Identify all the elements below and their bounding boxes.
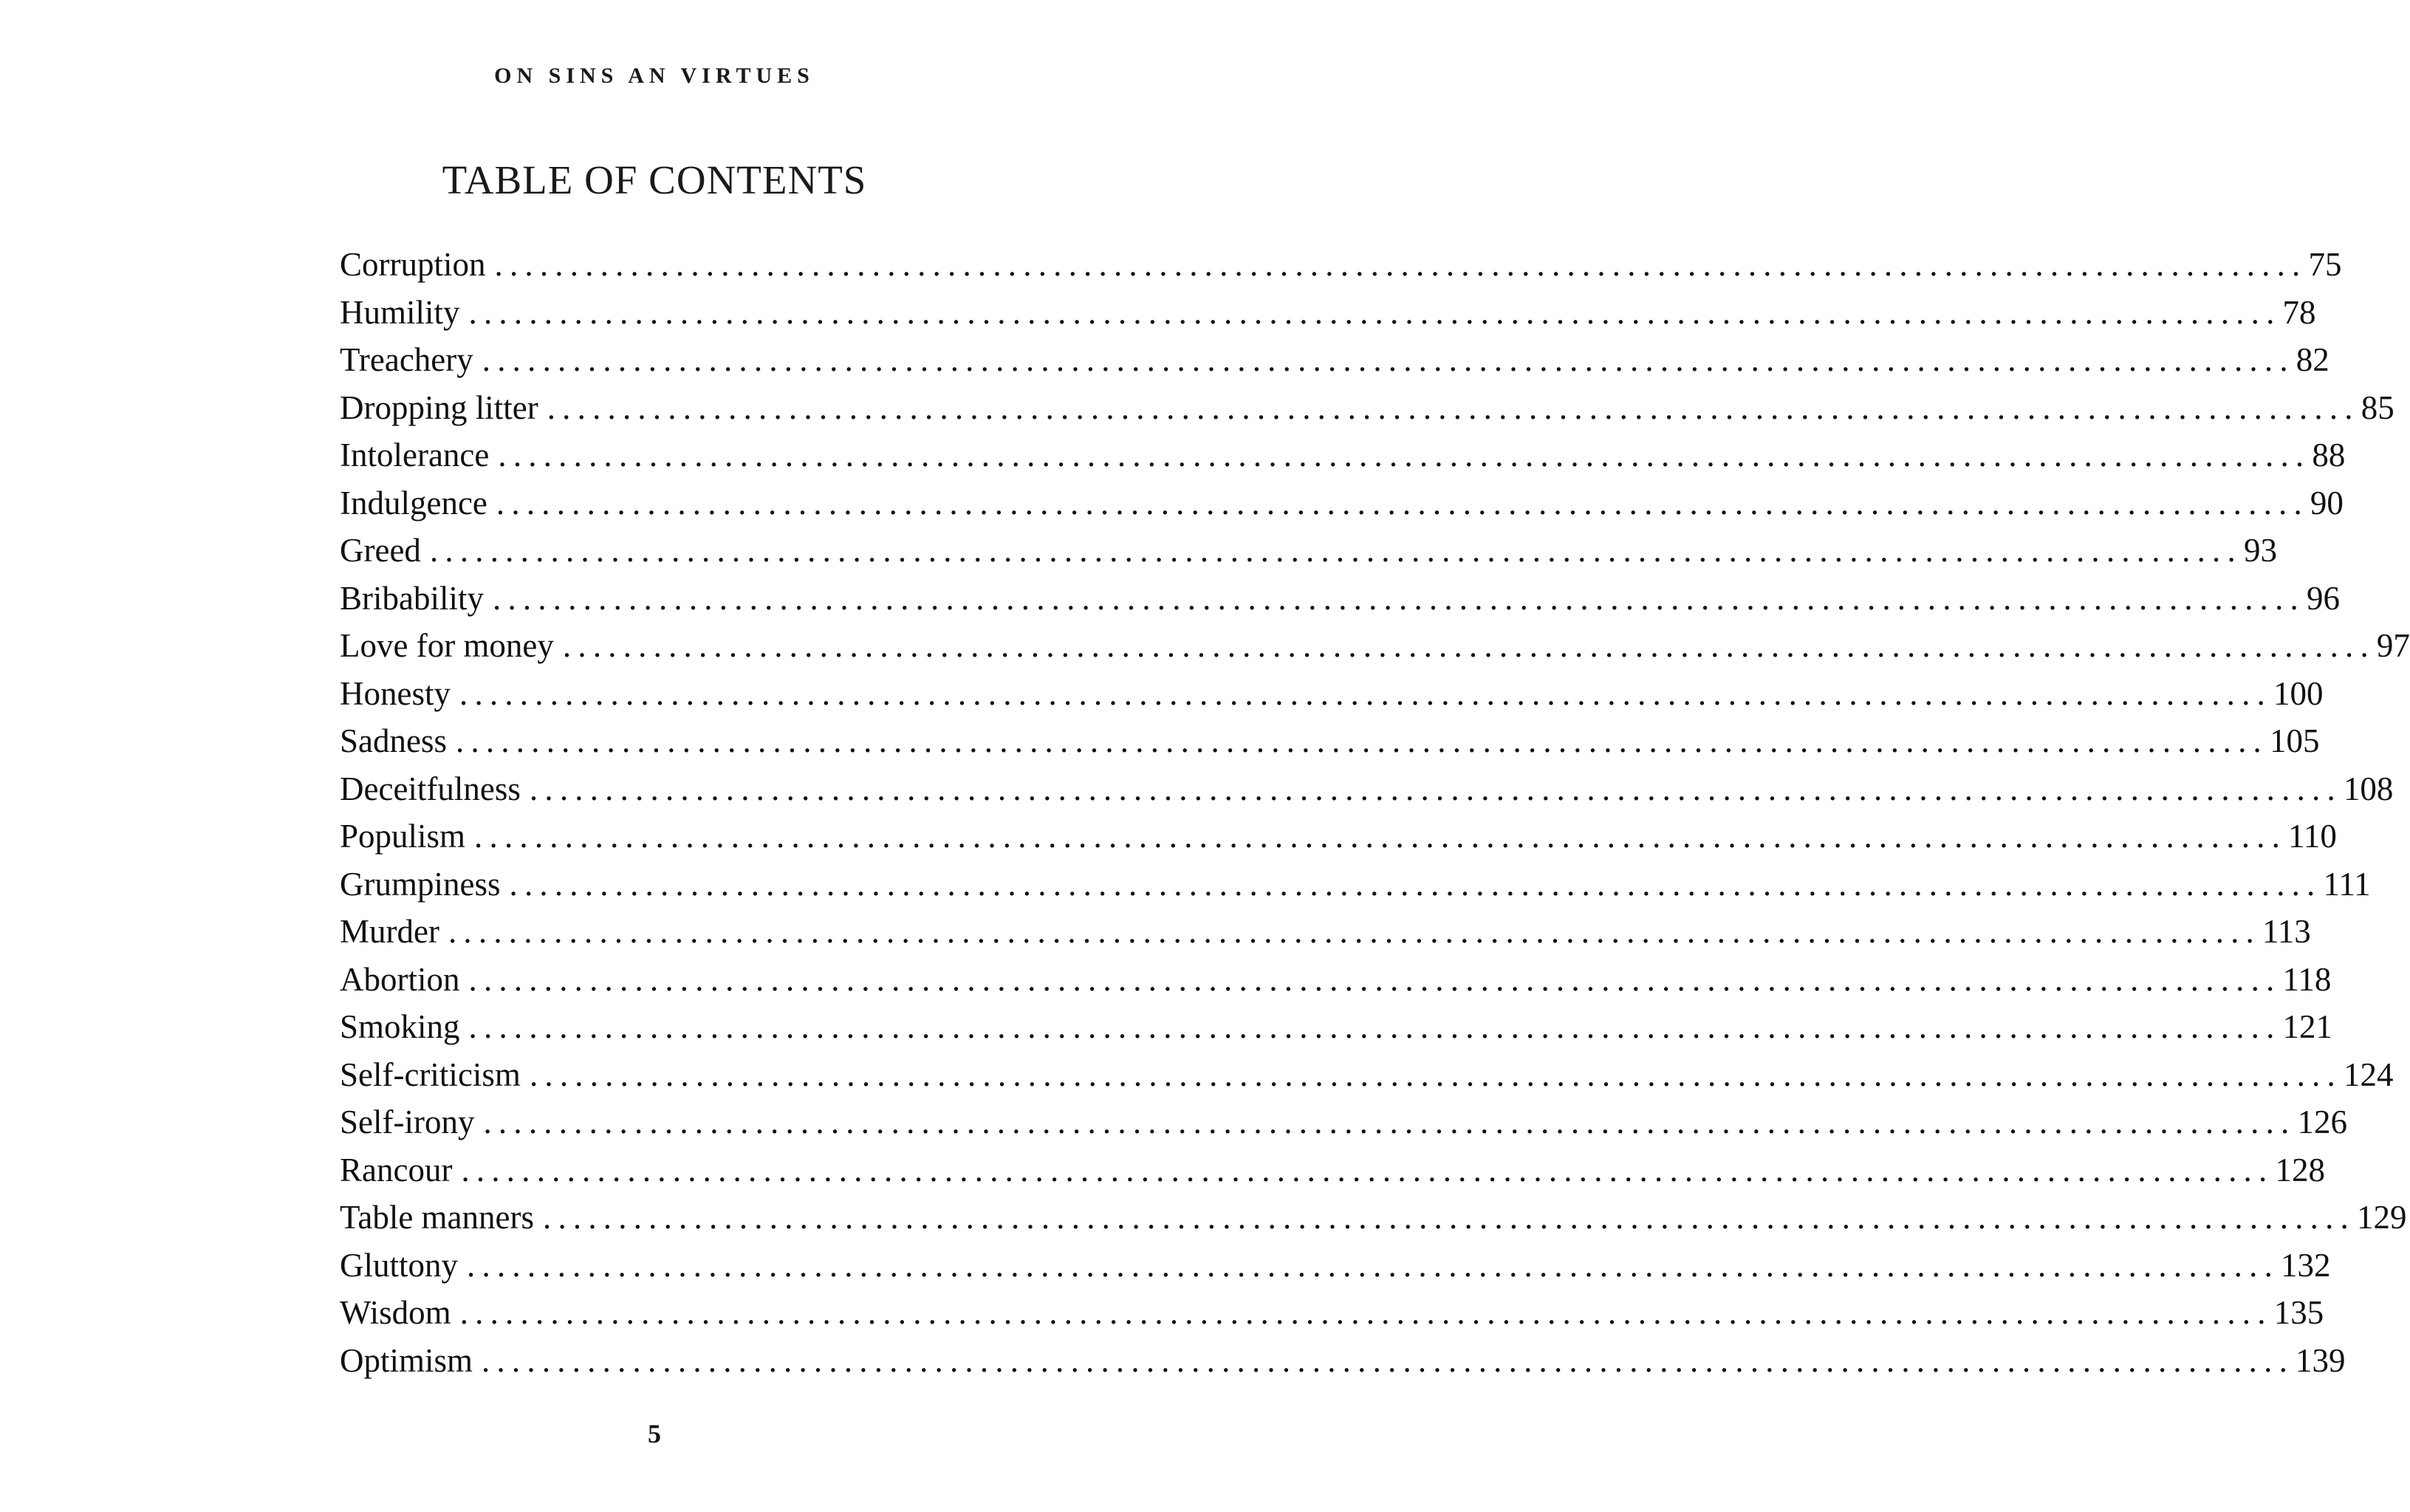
dot-leader: ........................................................................................................................ [459, 1294, 2273, 1331]
dot-leader: ........................................................................................................................ [529, 1056, 2342, 1093]
dot-leader: ........................................................................................................................ [468, 960, 2281, 998]
toc-entry[interactable] [340, 384, 2394, 432]
toc-entry-page: 118 [2282, 960, 2332, 998]
toc-entry-title: Murder [340, 913, 439, 950]
toc-entry-page: 85 [2361, 389, 2394, 426]
toc-entry-title: Treachery [340, 341, 473, 378]
toc-entry-title: Self-criticism [340, 1056, 521, 1093]
toc-entry-title: Abortion [340, 960, 460, 998]
toc-entry-page: 132 [2281, 1246, 2331, 1284]
toc-entry-page: 113 [2262, 913, 2311, 950]
toc-entry[interactable] [340, 717, 2320, 765]
dot-leader: ........................................................................................................................ [493, 579, 2305, 617]
toc-entry[interactable] [340, 1146, 2325, 1194]
toc-entry-page: 139 [2296, 1341, 2346, 1379]
toc-entry-title: Optimism [340, 1341, 473, 1379]
toc-entry-title: Love for money [340, 627, 554, 664]
dot-leader: ........................................................................................................................ [498, 437, 2311, 473]
toc-entry-title: Wisdom [340, 1294, 451, 1331]
dot-leader: ........................................................................................................................ [509, 865, 2322, 903]
toc-entry-page: 105 [2270, 722, 2320, 759]
dot-leader: ........................................................................................................................ [547, 389, 2360, 426]
page-title: TABLE OF CONTENTS [442, 157, 867, 202]
toc-entry[interactable] [340, 622, 2410, 670]
toc-entry[interactable] [340, 289, 2316, 337]
toc-entry-page: 129 [2357, 1199, 2407, 1236]
toc-entry-title: Populism [340, 818, 466, 855]
toc-entry-page: 111 [2323, 865, 2371, 903]
toc-entry[interactable] [340, 479, 2344, 527]
toc-entry[interactable] [340, 1194, 2407, 1242]
page-number: 5 [648, 1419, 661, 1448]
dot-leader: ........................................................................................................................ [562, 627, 2375, 664]
toc-entry-page: 124 [2343, 1056, 2394, 1093]
toc-entry[interactable] [340, 1098, 2347, 1146]
toc-entry-title: Grumpiness [340, 865, 501, 903]
toc-entry-title: Deceitfulness [340, 770, 521, 807]
toc-entry[interactable] [340, 1337, 2346, 1385]
toc-entry-page: 110 [2288, 818, 2337, 855]
toc-entry-page: 96 [2307, 579, 2340, 617]
toc-entry[interactable] [340, 527, 2277, 575]
toc-entry-title: Gluttony [340, 1246, 459, 1284]
dot-leader: ........................................................................................................................ [543, 1199, 2355, 1236]
toc-entry-page: 128 [2275, 1151, 2325, 1188]
toc-entry[interactable] [340, 1242, 2331, 1290]
toc-entry[interactable] [340, 670, 2324, 718]
toc-entry[interactable] [340, 336, 2329, 384]
toc-entry[interactable] [340, 765, 2394, 813]
toc-entry-page: 93 [2243, 532, 2277, 569]
dot-leader: ........................................................................................................................ [429, 532, 2242, 569]
toc-entry-title: Sadness [340, 722, 447, 759]
dot-leader: ........................................................................................................................ [459, 674, 2272, 712]
toc-entry-page: 90 [2310, 484, 2344, 521]
toc-entry-title: Intolerance [340, 437, 490, 473]
toc-entry-title: Smoking [340, 1008, 460, 1045]
dot-leader: ........................................................................................................................ [448, 913, 2261, 950]
toc-entry[interactable] [340, 241, 2342, 289]
toc-entry-title: Dropping litter [340, 389, 538, 426]
toc-entry-page: 75 [2308, 246, 2342, 283]
toc-entry[interactable] [340, 1051, 2394, 1099]
toc-entry[interactable] [340, 861, 2371, 909]
toc-entry-title: Bribability [340, 579, 484, 617]
toc-entry-page: 97 [2376, 627, 2410, 664]
toc-entry-page: 78 [2282, 293, 2316, 331]
dot-leader: ........................................................................................................................ [483, 1104, 2296, 1140]
toc-entry[interactable] [340, 1289, 2324, 1337]
toc-entry-page: 100 [2273, 674, 2324, 712]
table-of-contents [340, 241, 2410, 1384]
dot-leader: ........................................................................................................................ [474, 818, 2287, 855]
toc-entry-page: 108 [2343, 770, 2394, 807]
toc-entry-page: 126 [2297, 1104, 2347, 1140]
dot-leader: ........................................................................................................................ [482, 1341, 2295, 1379]
toc-entry[interactable] [340, 1003, 2333, 1051]
toc-entry[interactable] [340, 813, 2337, 861]
running-head: ON SINS AN VIRTUES [494, 64, 815, 88]
toc-entry[interactable] [340, 431, 2346, 479]
dot-leader: ........................................................................................................................ [456, 722, 2268, 759]
toc-entry-title: Table manners [340, 1199, 534, 1236]
toc-entry-page: 135 [2273, 1294, 2324, 1331]
dot-leader: ........................................................................................................................ [468, 1008, 2281, 1045]
toc-entry[interactable] [340, 575, 2340, 623]
dot-leader: ........................................................................................................................ [494, 246, 2307, 283]
toc-entry-page: 88 [2312, 437, 2346, 473]
toc-entry-title: Honesty [340, 674, 451, 712]
dot-leader: ........................................................................................................................ [467, 1246, 2280, 1284]
toc-entry-page: 121 [2282, 1008, 2333, 1045]
toc-entry[interactable] [340, 908, 2311, 956]
toc-entry-title: Self-irony [340, 1104, 475, 1140]
toc-entry-title: Greed [340, 532, 421, 569]
dot-leader: ........................................................................................................................ [482, 341, 2295, 378]
toc-entry[interactable] [340, 956, 2332, 1004]
toc-entry-title: Indulgence [340, 484, 487, 521]
toc-entry-page: 82 [2296, 341, 2329, 378]
dot-leader: ........................................................................................................................ [468, 293, 2281, 331]
toc-entry-title: Corruption [340, 246, 486, 283]
dot-leader: ........................................................................................................................ [529, 770, 2342, 807]
dot-leader: ........................................................................................................................ [496, 484, 2309, 521]
toc-entry-title: Rancour [340, 1151, 453, 1188]
toc-entry-title: Humility [340, 293, 460, 331]
dot-leader: ........................................................................................................................ [461, 1151, 2274, 1188]
